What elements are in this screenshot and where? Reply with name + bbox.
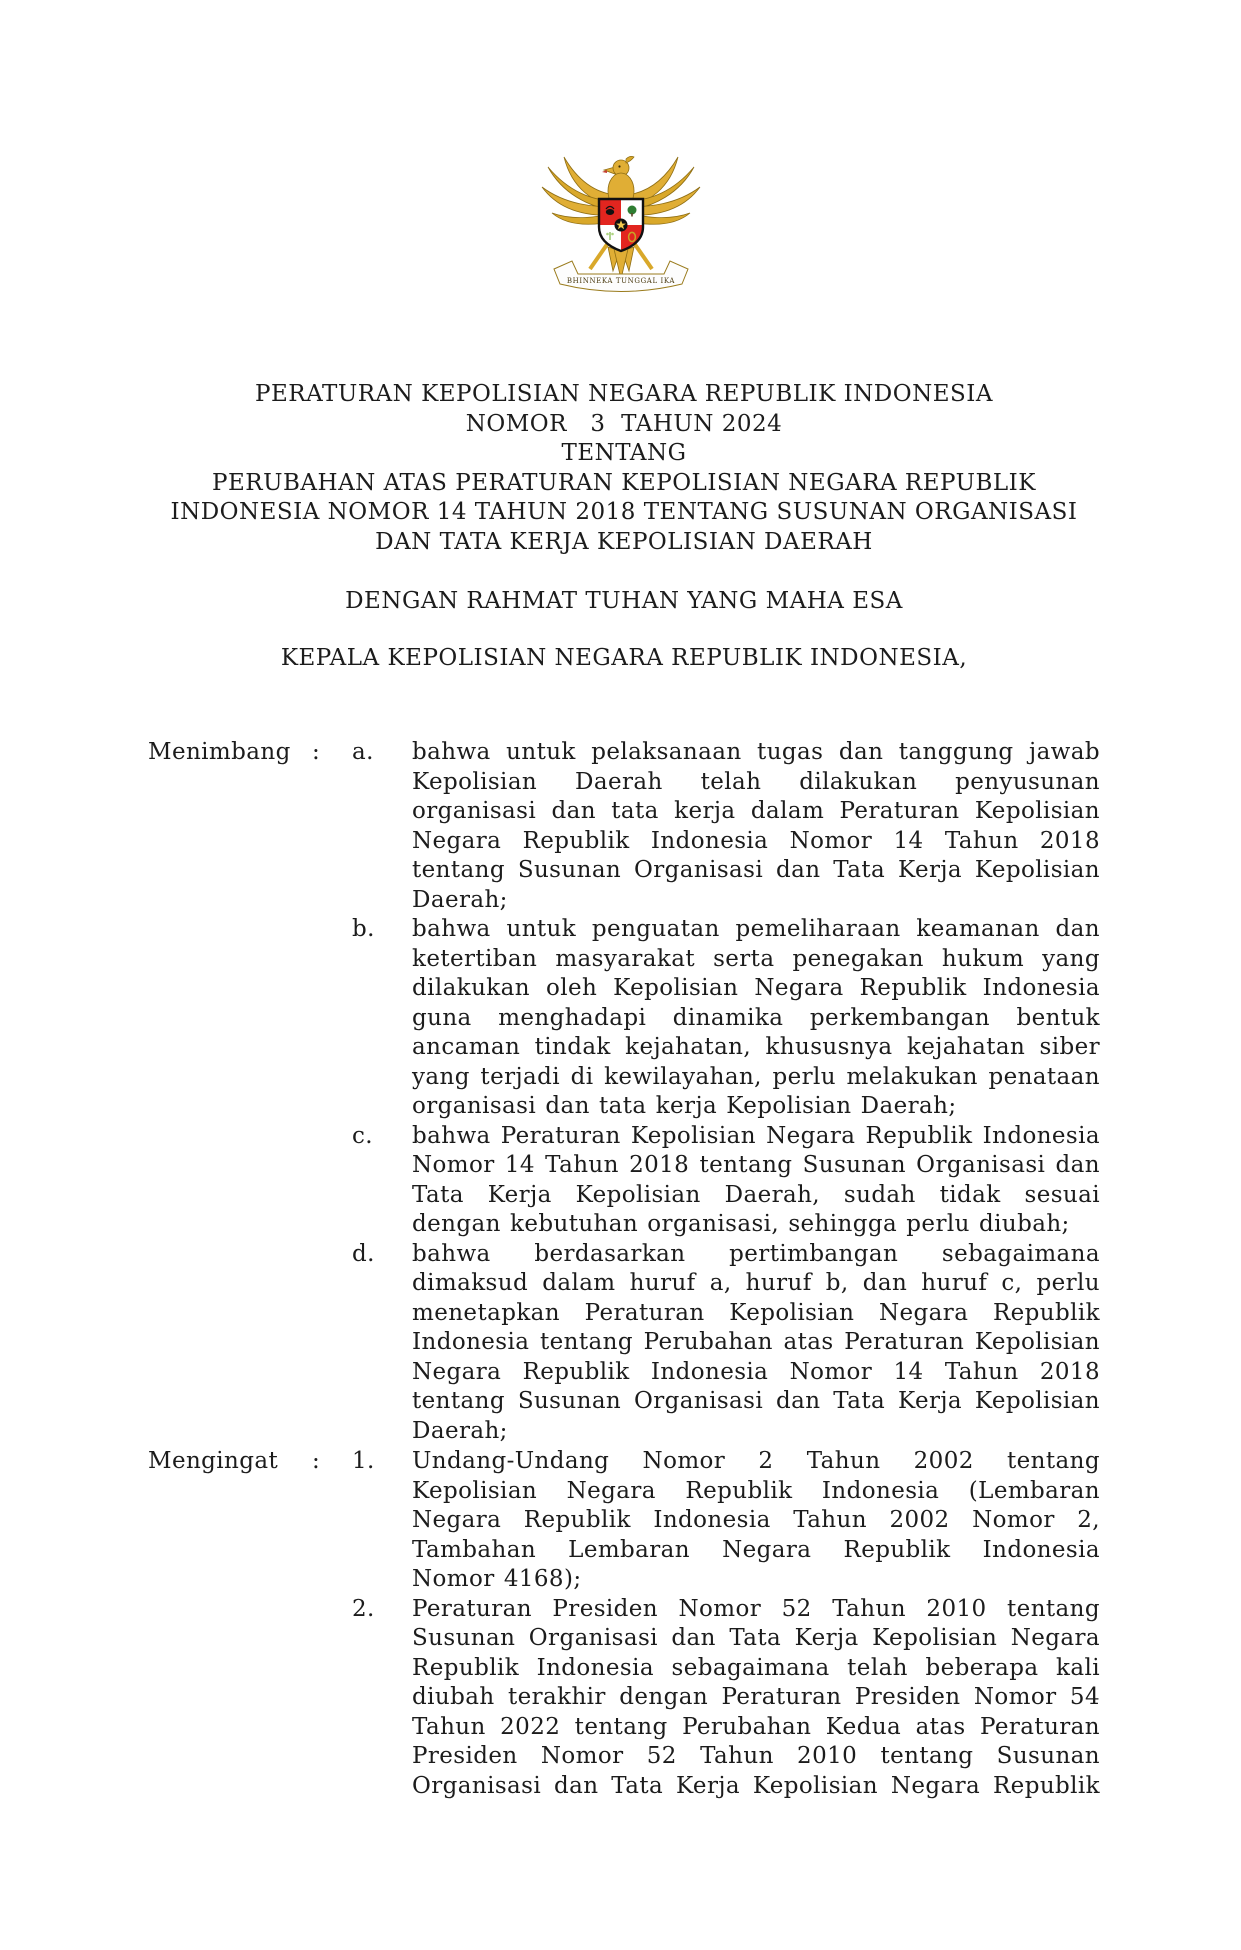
item-text: bahwa Peraturan Kepolisian Negara Republik Indonesia Nomor 14 Tahun 2018 tentang Susunan Organisasi dan Tata Kerja Kepolisian Daerah, sudah tidak sesuai dengan kebutuhan organisasi, sehingga perlu diubah; [412,1122,1100,1237]
emblem-motto: BHINNEKA TUNGGAL IKA [566,277,675,285]
mengingat-items [352,1447,1100,1801]
item-marker: d. [352,1240,375,1267]
title-line: INDONESIA NOMOR 14 TAHUN 2018 TENTANG SUSUNAN ORGANISASI [170,499,1078,525]
mengingat-section [148,1447,1100,1801]
menimbang-label: Menimbang [148,739,291,765]
consideration-item [352,1240,1100,1447]
consideration-item [352,1122,1100,1240]
title-line: PERUBAHAN ATAS PERATURAN KEPOLISIAN NEGARA REPUBLIK [212,469,1036,496]
item-text: bahwa untuk pelaksanaan tugas dan tanggung jawab Kepolisian Daerah telah dilakukan penyusunan organisasi dan tata kerja dalam Peraturan Kepolisian Negara Republik Indonesia Nomor 14 Tahun 2018 tentang Susunan Organisasi dan Tata Kerja Kepolisian Daerah; [412,739,1100,913]
title-line: DAN TATA KERJA KEPOLISIAN DAERAH [375,528,873,555]
menimbang-colon: : [312,739,321,765]
legal-basis-item [352,1447,1100,1595]
legal-basis-item [352,1595,1100,1802]
item-text: Undang-Undang Nomor 2 Tahun 2002 tentang Kepolisian Negara Republik Indonesia (Lembaran Negara Republik Indonesia Tahun 2002 Nomor 2, Tambahan Lembaran Negara Republik Indonesia Nomor 4168); [412,1448,1100,1592]
item-marker: a. [352,739,374,765]
mengingat-colon: : [312,1448,321,1474]
consideration-item [352,915,1100,1122]
menimbang-section [148,738,1100,1446]
item-marker: 2. [352,1595,375,1622]
pancasila-shield [599,199,643,251]
title-line: PERATURAN KEPOLISIAN NEGARA REPUBLIK INDONESIA [255,381,993,407]
invocation-line: DENGAN RAHMAT TUHAN YANG MAHA ESA [345,588,903,614]
consideration-item [352,738,1100,915]
title-line: NOMOR 3 TAHUN 2024 [465,410,783,437]
menimbang-items [352,738,1100,1446]
item-text: bahwa berdasarkan pertimbangan sebagaimana dimaksud dalam huruf a, huruf b, dan huruf c, perlu menetapkan Peraturan Kepolisian Negara Republik Indonesia tentang Perubahan atas Peraturan Kepolisian Negara Republik Indonesia Nomor 14 Tahun 2018 tentang Susunan Organisasi dan Tata Kerja Kepolisian Daerah; [412,1240,1100,1444]
item-marker: c. [352,1122,373,1149]
issuer-line: KEPALA KEPOLISIAN NEGARA REPUBLIK INDONESIA, [280,645,968,671]
item-text: bahwa untuk penguatan pemeliharaan keamanan dan ketertiban masyarakat serta penegakan hukum yang dilakukan oleh Kepolisian Negara Republik Indonesia guna menghadapi dinamika perkembangan bentuk ancaman tindak kejahatan, khususnya kejahatan siber yang terjadi di kewilayahan, perlu melakukan penataan organisasi dan tata kerja Kepolisian Daerah; [412,916,1100,1119]
item-marker: b. [352,916,375,942]
item-text: Peraturan Presiden Nomor 52 Tahun 2010 tentang Susunan Organisasi dan Tata Kerja Kepolisian Negara Republik Indonesia sebagaimana telah beberapa kali diubah terakhir dengan Peraturan Presiden Nomor 54 Tahun 2022 tentang Perubahan Kedua atas Peraturan Presiden Nomor 52 Tahun 2010 tentang Susunan Organisasi dan Tata Kerja Kepolisian Negara Republik [412,1595,1100,1799]
document-title [148,380,1100,557]
item-marker: 1. [352,1448,375,1474]
title-line: TENTANG [561,440,687,466]
mengingat-label: Mengingat [148,1448,279,1474]
garuda-pancasila-icon [536,143,706,293]
